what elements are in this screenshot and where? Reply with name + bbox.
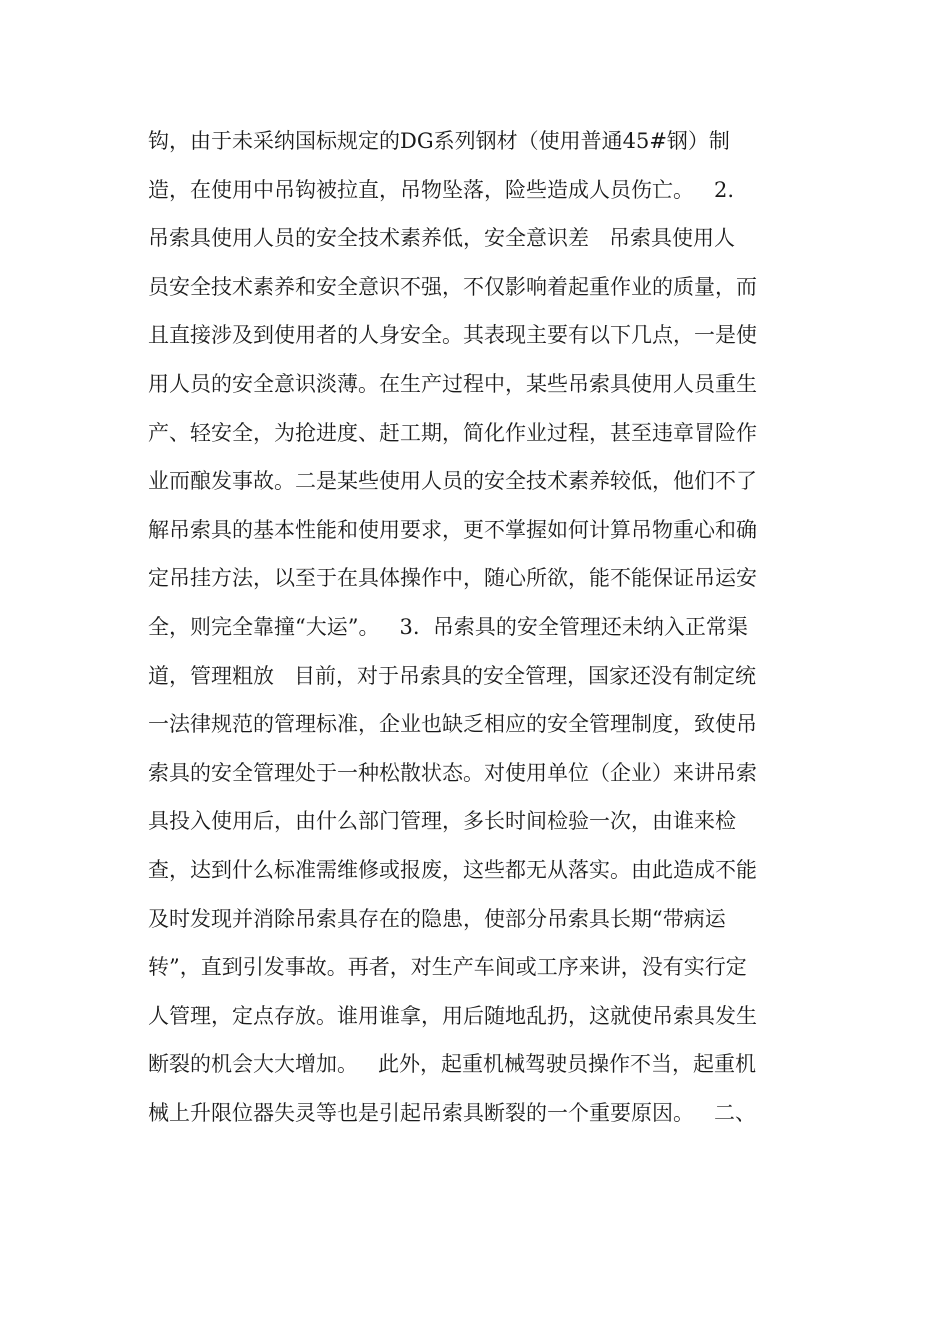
text-line: 断裂的机会大大增加。 此外，起重机械驾驶员操作不当，起重机 — [148, 1052, 757, 1077]
text-line: 索具的安全管理处于一种松散状态。对使用单位（企业）来讲吊索 — [148, 760, 757, 785]
text-line: 解吊索具的基本性能和使用要求，更不掌握如何计算吊物重心和确 — [148, 517, 757, 542]
text-line: 钩，由于未采纳国标规定的DG系列钢材（使用普通45#钢）制 — [148, 129, 730, 153]
text-line: 业而酿发事故。二是某些使用人员的安全技术素养较低，他们不了 — [148, 469, 757, 494]
text-line: 转”，直到引发事故。再者，对生产车间或工序来讲，没有实行定 — [148, 955, 747, 980]
text-line: 员安全技术素养和安全意识不强，不仅影响着起重作业的质量，而 — [148, 274, 757, 299]
text-line: 一法律规范的管理标准，企业也缺乏相应的安全管理制度，致使吊 — [148, 712, 757, 737]
text-line: 产、轻安全，为抢进度、赶工期，简化作业过程，甚至违章冒险作 — [148, 420, 757, 445]
text-line: 全，则完全靠撞“大运”。 3. 吊索具的安全管理还未纳入正常渠 — [148, 614, 748, 639]
text-line: 道，管理粗放 目前，对于吊索具的安全管理，国家还没有制定统 — [148, 663, 757, 688]
text-line: 人管理，定点存放。谁用谁拿，用后随地乱扔，这就使吊索具发生 — [148, 1003, 757, 1028]
text-line: 定吊挂方法，以至于在具体操作中，随心所欲，能不能保证吊运安 — [148, 566, 757, 591]
text-line: 查，达到什么标准需维修或报废，这些都无从落实。由此造成不能 — [148, 857, 757, 882]
text-line: 具投入使用后，由什么部门管理，多长时间检验一次，由谁来检 — [148, 809, 736, 834]
text-line: 吊索具使用人员的安全技术素养低，安全意识差 吊索具使用人 — [148, 226, 736, 251]
text-line: 且直接涉及到使用者的人身安全。其表现主要有以下几点，一是使 — [148, 323, 757, 348]
text-line: 造，在使用中吊钩被拉直，吊物坠落，险些造成人员伤亡。 2. — [148, 177, 735, 202]
text-line: 及时发现并消除吊索具存在的隐患，使部分吊索具长期“带病运 — [148, 906, 726, 931]
body-paragraph — [148, 117, 808, 1137]
text-line: 械上升限位器失灵等也是引起吊索具断裂的一个重要原因。 二、 — [148, 1100, 757, 1125]
text-line: 用人员的安全意识淡薄。在生产过程中，某些吊索具使用人员重生 — [148, 371, 757, 396]
